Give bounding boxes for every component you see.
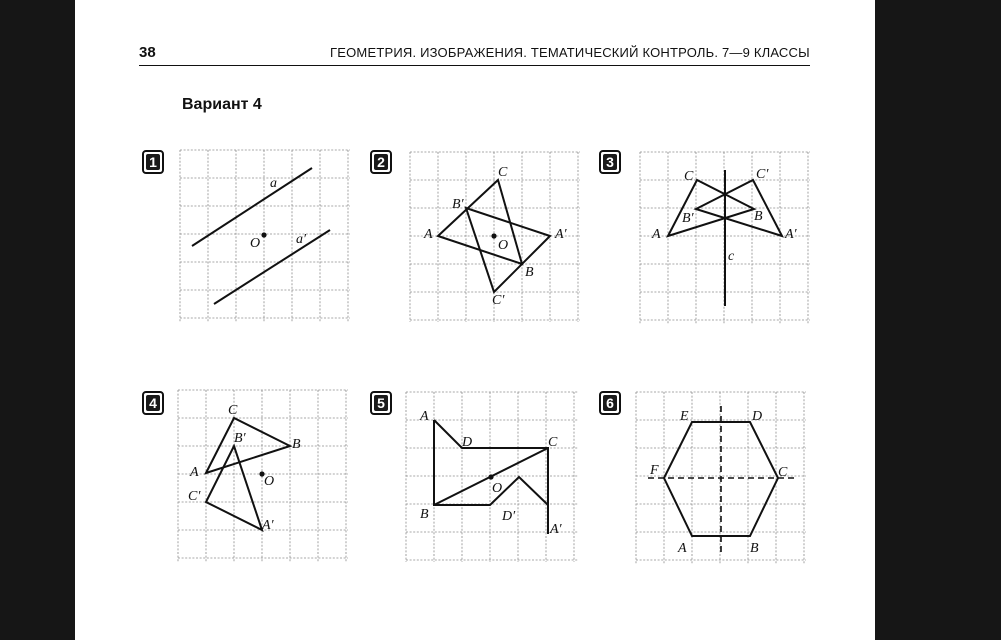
point-o bbox=[488, 474, 493, 479]
label-f: F bbox=[650, 463, 659, 478]
label-a: a bbox=[270, 176, 277, 191]
task-number-badge-3: 3 bbox=[599, 150, 621, 174]
label-c: C bbox=[548, 435, 558, 450]
label-b-prime: B′ bbox=[452, 197, 464, 212]
task-number-badge-6: 6 bbox=[599, 391, 621, 415]
label-o: O bbox=[264, 474, 275, 489]
page-number: 38 bbox=[139, 44, 156, 61]
line-a-prime bbox=[214, 230, 330, 304]
label-c: C bbox=[684, 169, 694, 184]
label-a-prime: A′ bbox=[262, 518, 274, 533]
label-o: O bbox=[492, 481, 503, 496]
running-head: ГЕОМЕТРИЯ. ИЗОБРАЖЕНИЯ. ТЕМАТИЧЕСКИЙ КОНТРОЛЬ. 7—9 КЛАССЫ bbox=[330, 45, 810, 60]
label-b: B bbox=[420, 507, 429, 522]
task-number-badge-1: 1 bbox=[142, 150, 164, 174]
label-c: C bbox=[228, 403, 238, 418]
label-c-prime: C′ bbox=[492, 293, 505, 308]
label-d-prime: D′ bbox=[502, 509, 516, 524]
label-c-prime: C′ bbox=[188, 489, 201, 504]
label-d: D bbox=[752, 409, 763, 424]
task-number-badge-4: 4 bbox=[142, 391, 164, 415]
label-b-prime: B′ bbox=[682, 211, 694, 226]
label-b-prime: B′ bbox=[234, 431, 246, 446]
label-b: B bbox=[754, 209, 763, 224]
figure-5 bbox=[406, 392, 578, 562]
label-c-prime: C′ bbox=[756, 167, 769, 182]
figure-3 bbox=[640, 152, 810, 324]
label-o: O bbox=[250, 236, 261, 251]
label-a: A bbox=[678, 541, 687, 556]
label-b: B bbox=[292, 437, 301, 452]
label-e: E bbox=[680, 409, 689, 424]
label-a: A bbox=[652, 227, 661, 242]
label-c: C bbox=[778, 465, 788, 480]
label-a-prime: A′ bbox=[555, 227, 567, 242]
label-c: C bbox=[498, 165, 508, 180]
label-d: D bbox=[462, 435, 473, 450]
figure-outline bbox=[434, 420, 548, 505]
figure-2 bbox=[410, 152, 580, 322]
figure-1 bbox=[180, 150, 350, 322]
figure-6 bbox=[636, 392, 806, 564]
point-o bbox=[261, 232, 266, 237]
label-axis-c: c bbox=[728, 249, 735, 264]
label-b: B bbox=[750, 541, 759, 556]
label-a: A bbox=[424, 227, 433, 242]
header-rule bbox=[139, 65, 810, 66]
point-o bbox=[491, 233, 496, 238]
label-a-prime: A′ bbox=[785, 227, 797, 242]
task-number-badge-2: 2 bbox=[370, 150, 392, 174]
task-number-badge-5: 5 bbox=[370, 391, 392, 415]
figure-4 bbox=[178, 390, 348, 562]
label-a-prime: a′ bbox=[296, 232, 307, 247]
variant-title: Вариант 4 bbox=[182, 96, 262, 113]
triangle-abc bbox=[206, 418, 290, 473]
label-b: B bbox=[525, 265, 534, 280]
label-a: A bbox=[420, 409, 429, 424]
label-o: O bbox=[498, 238, 509, 253]
label-a-prime: A′ bbox=[550, 522, 562, 537]
label-a: A bbox=[190, 465, 199, 480]
